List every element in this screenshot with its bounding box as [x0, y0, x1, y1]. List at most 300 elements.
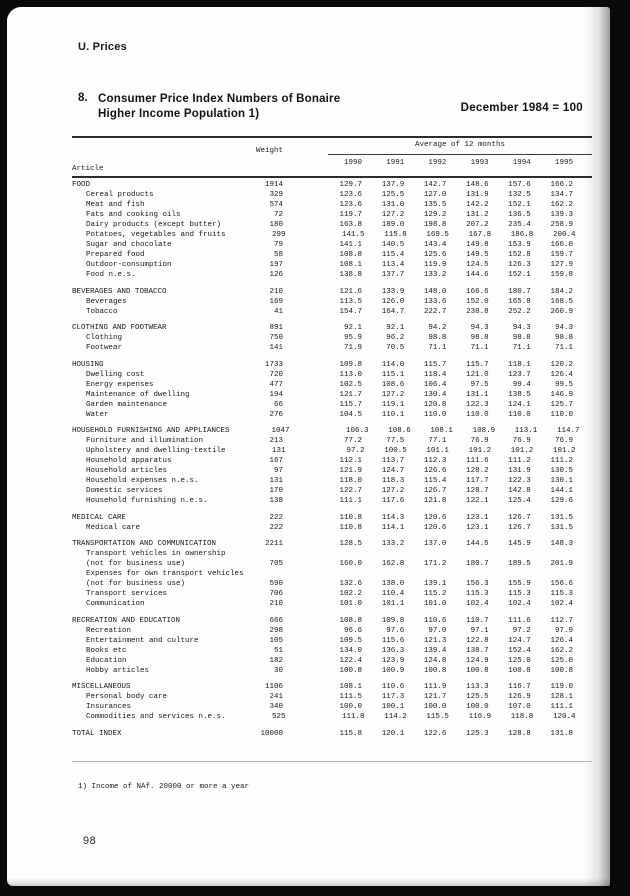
index-value-1995: 134.7: [550, 191, 573, 199]
weight-value: 666: [269, 616, 284, 625]
weight-value: 167: [269, 457, 284, 465]
index-value-1990: 138.8: [339, 271, 363, 279]
index-value-1990: 111.1: [339, 497, 363, 505]
index-value-1993: 110.0: [466, 410, 489, 419]
index-value-1993: 102.4: [466, 600, 489, 608]
table-row: [72, 380, 573, 390]
table-row: [72, 190, 573, 200]
weight-header-spacer: [223, 159, 283, 173]
index-value-1995: 100.8: [550, 666, 573, 675]
weight-value: 79: [274, 241, 284, 249]
table-row: [72, 343, 573, 353]
index-value-1993: 115.3: [466, 590, 489, 598]
year-span-header: Average of 12 months: [414, 141, 505, 149]
index-value-1994: 71.1: [512, 344, 531, 352]
section-row: [72, 287, 573, 297]
index-value-1993: 167.8: [468, 231, 492, 239]
index-value-1993: 128.7: [466, 487, 489, 495]
table-row: [72, 599, 573, 609]
index-value-1995: 126.4: [550, 636, 573, 645]
index-value-1994: 125.4: [508, 497, 531, 505]
index-value-1992: 169.5: [426, 231, 449, 239]
article-label: (not for business use): [86, 580, 186, 588]
index-value-1990: 154.7: [339, 307, 363, 316]
weight-value: [226, 549, 286, 559]
index-value-1995: 129.6: [550, 497, 573, 505]
table-row: [72, 446, 576, 456]
index-value-1994: 125.0: [508, 656, 531, 665]
index-value-1990: 111.5: [339, 693, 363, 701]
index-value-1994: 97.2: [512, 626, 531, 635]
index-value-1993: 125.3: [466, 729, 489, 738]
table-row: [72, 200, 573, 210]
index-value-1991: 117.3: [381, 693, 405, 701]
index-value-1995: 144.1: [550, 487, 573, 495]
index-value-1991: 136.3: [381, 646, 405, 655]
article-label: TRANSPORTATION AND COMMUNICATION: [72, 540, 217, 548]
index-value-1995: 94.3: [554, 324, 573, 332]
index-value-1993: 100.0: [466, 703, 489, 711]
index-value-1991: 115.1: [381, 370, 405, 379]
index-value-1990: 109.8: [339, 360, 363, 369]
index-value-1993: 108.9: [472, 427, 496, 435]
index-value-1991: 127.2: [381, 211, 405, 219]
index-value-1995: 120.4: [552, 713, 576, 721]
index-value-1990: 141.1: [339, 241, 363, 249]
index-value-1991: 113.7: [381, 457, 405, 465]
article-label: Domestic services: [86, 487, 163, 495]
article-label: Education: [86, 656, 127, 665]
index-value-1994: 113.1: [514, 427, 538, 435]
article-label: FOOD: [72, 181, 91, 189]
index-value-1993: 113.3: [466, 683, 489, 691]
index-value-1991: 115.6: [381, 636, 405, 645]
index-value-1993: 101.2: [468, 447, 492, 455]
index-value-1992: 98.8: [428, 334, 447, 342]
index-value-1992: 127.0: [423, 191, 447, 199]
table-row: [72, 476, 573, 486]
article-label: MISCELLANEOUS: [72, 683, 131, 691]
index-value-1993: 110.7: [466, 616, 489, 625]
index-value-1991: 133.9: [381, 287, 405, 296]
index-value-1992: 77.1: [428, 437, 447, 445]
section-row: [72, 323, 573, 333]
weight-value: 131: [269, 477, 284, 485]
index-value-1994: 100.8: [508, 666, 531, 675]
index-value-1990: 108.8: [339, 251, 363, 259]
article-label: Household apparatus: [86, 457, 172, 465]
index-value-1991: [383, 569, 425, 579]
index-value-1995: 159.8: [550, 271, 573, 279]
table-row: [72, 220, 573, 230]
weight-value: 213: [269, 437, 284, 445]
article-label: TOTAL INDEX: [72, 729, 122, 738]
index-value-1992: 139.1: [423, 580, 447, 588]
article-label: Meat and fish: [86, 201, 145, 209]
index-value-1992: 121.7: [423, 693, 447, 701]
index-value-1990: 101.0: [339, 600, 363, 608]
index-value-1991: 126.0: [381, 297, 405, 306]
index-value-1993: 144.6: [466, 271, 489, 279]
index-value-1993: 131.9: [466, 191, 489, 199]
weight-value: 222: [269, 513, 284, 522]
weight-value: 329: [269, 191, 284, 199]
index-value-1990: 121.7: [339, 390, 363, 399]
index-value-1991: 97.6: [386, 626, 405, 635]
index-value-1990: 97.2: [346, 447, 365, 455]
index-value-1994: 118.8: [510, 713, 534, 721]
index-value-1995: 99.5: [554, 380, 573, 389]
weight-value: 66: [274, 400, 284, 409]
index-value-1994: 101.2: [510, 447, 534, 455]
index-value-1992: 100.8: [423, 666, 447, 675]
index-value-1993: 238.8: [466, 307, 489, 316]
index-value-1991: 114.2: [384, 713, 407, 721]
index-value-1990: 108.1: [339, 261, 363, 269]
index-value-1995: 125.0: [550, 656, 573, 665]
index-value-1994: 132.5: [508, 191, 531, 199]
index-value-1991: 114.3: [381, 513, 405, 522]
table-row: [72, 370, 573, 380]
document-page: [7, 7, 610, 886]
index-value-1992: 115.2: [423, 590, 447, 598]
index-value-1994: 153.9: [508, 241, 531, 249]
index-value-1994: 252.2: [508, 307, 531, 316]
index-value-1994: 142.8: [508, 487, 531, 495]
index-value-1993: 148.6: [466, 181, 489, 189]
index-value-1994: 107.0: [508, 703, 531, 711]
article-label: Tobacco: [86, 307, 118, 316]
index-value-1995: 97.9: [554, 626, 573, 635]
index-value-1993: 123.1: [466, 523, 489, 532]
table-top-rule: [72, 136, 592, 138]
index-value-1990: 163.8: [339, 221, 363, 229]
table-body: [72, 180, 580, 739]
table-row: [72, 260, 573, 270]
footnote: 1) Income of NAf. 20000 or more a year: [78, 783, 250, 791]
index-value-1995: 98.8: [554, 334, 573, 342]
article-label: Household furnishing n.e.s.: [86, 497, 208, 505]
index-value-1990: 102.2: [339, 590, 363, 598]
index-value-1992: 119.9: [423, 261, 447, 269]
article-label: Prepared food: [86, 251, 145, 259]
index-value-1993: 124.9: [466, 656, 489, 665]
index-value-1991: 101.1: [381, 600, 405, 608]
index-value-1990: 113.5: [339, 297, 363, 306]
index-value-1991: 127.2: [381, 487, 405, 495]
index-value-1994: 126.9: [508, 693, 531, 701]
weight-value: 241: [269, 693, 284, 701]
weight-value: 525: [272, 713, 286, 721]
index-value-1991: 114.0: [381, 360, 405, 369]
index-value-1994: 124.7: [508, 636, 531, 645]
weight-value: 340: [269, 703, 284, 711]
index-value-1994: 126.7: [508, 513, 531, 522]
table-row: [72, 307, 573, 317]
index-value-1995: 111.2: [550, 457, 573, 465]
weight-value: 126: [269, 271, 284, 279]
table-row: [72, 636, 573, 646]
index-value-1995: 120.2: [550, 360, 573, 369]
article-label: Sugar and chocolate: [86, 241, 172, 249]
index-value-1991: 110.4: [381, 590, 405, 598]
table-row: [72, 549, 573, 559]
article-label: RECREATION AND EDUCATION: [72, 616, 181, 625]
table-row: [72, 646, 573, 656]
index-value-1994: 186.8: [510, 231, 534, 239]
weight-value: 590: [269, 580, 284, 588]
table-row: [72, 712, 576, 722]
index-value-1994: 126.7: [508, 523, 531, 532]
index-value-1990: 132.6: [339, 580, 363, 588]
index-value-1995: 110.0: [550, 410, 573, 419]
article-label: Transport vehicles in ownership: [86, 550, 226, 558]
section-row: [72, 360, 573, 370]
year-header-1990: 1990: [344, 159, 363, 167]
index-value-1990: 100.0: [339, 703, 363, 711]
index-value-1990: 115.7: [339, 400, 363, 409]
table-row: [72, 410, 573, 420]
index-value-1994: 111.6: [508, 616, 531, 625]
article-label: Potatoes, vegetables and fruits: [86, 231, 226, 239]
index-value-1993: 94.3: [470, 324, 489, 332]
index-value-1991: 108.6: [388, 427, 411, 435]
index-value-1991: 131.0: [381, 201, 405, 209]
index-value-1994: 102.4: [508, 600, 531, 608]
index-value-1993: 138.7: [466, 646, 489, 655]
index-value-1995: 115.3: [550, 590, 573, 598]
weight-value: 141: [269, 344, 284, 352]
index-value-1993: 156.3: [466, 580, 489, 588]
weight-value: 210: [269, 600, 284, 608]
index-value-1991: 118.3: [381, 477, 405, 485]
index-value-1991: 137.9: [381, 181, 405, 189]
article-label: Household articles: [86, 467, 168, 475]
index-value-1992: 115.7: [423, 360, 447, 369]
table-bottom-rule: [72, 761, 592, 762]
year-header-1991: 1991: [386, 159, 405, 167]
table-row: [72, 656, 573, 666]
index-value-1991: 117.6: [381, 497, 405, 505]
article-label: Garden maintenance: [86, 400, 168, 409]
table-row: [72, 240, 573, 250]
table-row: [72, 400, 573, 410]
index-value-1995: 101.2: [552, 447, 576, 455]
index-value-1993: 111.6: [466, 457, 489, 465]
index-value-1994: 99.4: [512, 380, 531, 389]
index-value-1990: 122.7: [339, 487, 363, 495]
weight-value: 180: [269, 221, 284, 229]
table-row: [72, 250, 573, 260]
article-label: Beverages: [86, 297, 127, 306]
index-value-1994: 152.8: [508, 251, 531, 259]
index-value-1994: 94.3: [512, 324, 531, 332]
index-value-1995: 71.1: [554, 344, 573, 352]
article-label: Food n.e.s.: [86, 271, 136, 279]
index-value-1995: 258.9: [550, 221, 573, 229]
index-value-1993: 131.2: [466, 211, 489, 219]
index-value-1992: 121.3: [423, 636, 447, 645]
index-value-1995: [533, 549, 575, 559]
index-value-1992: 100.0: [423, 703, 447, 711]
weight-value: [244, 569, 304, 579]
index-value-1991: 113.4: [381, 261, 405, 269]
index-value-1993: 122.1: [466, 497, 489, 505]
index-value-1991: 96.2: [386, 334, 405, 342]
index-value-1995: 127.9: [550, 261, 573, 269]
article-label: Books etc: [86, 646, 127, 655]
weight-value: 131: [272, 447, 286, 455]
index-value-1994: 145.9: [508, 540, 531, 548]
index-value-1992: 148.0: [423, 287, 447, 296]
index-value-1992: 129.2: [423, 211, 447, 219]
index-value-1993: 149.8: [466, 241, 489, 249]
weight-value: 299: [272, 231, 286, 239]
index-value-1995: 131.5: [550, 523, 573, 532]
index-value-1994: 116.7: [508, 683, 531, 691]
year-header-1993: 1993: [470, 159, 489, 167]
index-value-1994: 155.9: [508, 580, 531, 588]
page-number: 98: [83, 835, 97, 847]
index-value-1994: 138.5: [508, 390, 531, 399]
article-label: Cereal products: [86, 191, 154, 199]
index-value-1990: 121.9: [339, 467, 363, 475]
index-value-1992: 121.8: [423, 497, 447, 505]
index-value-1992: 171.2: [423, 560, 447, 568]
index-value-1993: 115.7: [466, 360, 489, 369]
index-value-1994: 152.4: [508, 646, 531, 655]
index-value-1991: 124.7: [381, 467, 405, 475]
article-label: Water: [86, 410, 109, 419]
index-value-1994: 110.0: [508, 410, 531, 419]
weight-value: 194: [269, 390, 284, 399]
index-value-1992: 122.6: [423, 729, 447, 738]
index-value-1992: 137.0: [423, 540, 447, 548]
index-value-1991: 138.0: [381, 580, 405, 588]
weight-value: 222: [269, 523, 284, 532]
index-value-1993: 166.6: [466, 287, 489, 296]
index-value-1991: 109.8: [381, 616, 405, 625]
article-label: Transport services: [86, 590, 168, 598]
index-value-1994: 115.3: [508, 590, 531, 598]
index-value-1995: 156.6: [550, 580, 573, 588]
index-value-1993: 124.5: [466, 261, 489, 269]
table-row: [72, 496, 573, 506]
article-label: Dairy products (except butter): [86, 221, 222, 229]
weight-value: 705: [269, 560, 284, 568]
table-row: [72, 456, 573, 466]
weight-value: 58: [274, 251, 284, 259]
index-value-1991: 189.0: [381, 221, 405, 229]
index-value-1995: 162.2: [550, 646, 573, 655]
index-value-1995: 128.1: [550, 693, 573, 701]
index-value-1992: 135.5: [423, 201, 447, 209]
year-span-rule: [328, 154, 592, 155]
section-row: [72, 513, 573, 523]
weight-value: 1733: [265, 360, 284, 369]
weight-value: 2211: [265, 540, 284, 548]
index-value-1995: 139.3: [550, 211, 573, 219]
index-value-1993: [449, 549, 491, 559]
index-value-1992: 97.0: [428, 626, 447, 635]
index-value-1990: 110.8: [339, 513, 363, 522]
index-value-1993: 71.1: [470, 344, 489, 352]
index-value-1994: 76.9: [512, 437, 531, 445]
index-value-1995: 131.8: [550, 729, 573, 738]
table-row: [72, 523, 573, 533]
index-value-1990: [286, 549, 365, 559]
table-row: [72, 333, 573, 343]
index-value-1992: 133.2: [423, 271, 447, 279]
index-value-1992: 143.4: [423, 241, 447, 249]
index-value-1992: 120.8: [423, 400, 447, 409]
index-value-1990: 122.4: [339, 656, 363, 665]
index-value-1992: 101.0: [423, 600, 447, 608]
weight-value: 10000: [260, 729, 284, 738]
weight-value: 51: [274, 646, 284, 655]
index-value-1992: 106.4: [423, 380, 447, 389]
index-value-1990: 113.0: [339, 370, 363, 379]
table-row: [72, 297, 573, 307]
index-value-1992: 120.6: [423, 523, 447, 532]
index-value-1990: 123.6: [339, 201, 363, 209]
weight-value: 41: [274, 307, 284, 316]
index-value-1990: 100.8: [339, 666, 363, 675]
index-value-1995: 159.7: [550, 251, 573, 259]
article-label: Recreation: [86, 626, 132, 635]
article-label: (not for business use): [86, 560, 186, 568]
index-value-1991: 110.1: [381, 410, 405, 419]
index-value-1994: 98.8: [512, 334, 531, 342]
index-value-1990: 92.1: [344, 324, 363, 332]
index-value-1993: 97.5: [470, 380, 489, 389]
index-value-1990: [304, 569, 383, 579]
index-value-1991: 140.5: [381, 241, 405, 249]
index-value-1990: 121.6: [339, 287, 363, 296]
index-value-1990: 104.5: [339, 410, 363, 419]
index-value-1991: 133.2: [381, 540, 405, 548]
index-value-1991: 100.5: [384, 447, 407, 455]
index-value-1990: 141.5: [342, 231, 365, 239]
weight-value: 891: [269, 324, 284, 332]
weight-value: 30: [274, 666, 284, 675]
article-label: HOUSING: [72, 360, 104, 369]
weight-value: 169: [269, 297, 284, 306]
index-value-1995: 102.4: [550, 600, 573, 608]
index-value-1990: 77.2: [344, 437, 363, 445]
section-row: [72, 539, 573, 549]
index-value-1995: 200.4: [552, 231, 576, 239]
article-label: BEVERAGES AND TOBACCO: [72, 287, 167, 296]
index-value-1992: 118.4: [423, 370, 447, 379]
index-value-1993: 97.1: [470, 626, 489, 635]
index-value-1995: 166.0: [550, 241, 573, 249]
table-title-line1: Consumer Price Index Numbers of Bonaire: [98, 93, 341, 105]
index-value-1990: 71.9: [344, 344, 363, 352]
index-value-1995: 76.9: [554, 437, 573, 445]
index-value-1993: 116.9: [468, 713, 492, 721]
article-label: Expenses for own transport vehicles: [86, 570, 244, 578]
weight-value: 182: [269, 656, 284, 665]
index-value-1993: 98.8: [470, 334, 489, 342]
article-label: CLOTHING AND FOOTWEAR: [72, 324, 167, 332]
table-title: [98, 92, 340, 122]
index-value-1994: [509, 569, 551, 579]
index-value-1990: 109.5: [339, 636, 363, 645]
index-value-1993: 123.1: [466, 513, 489, 522]
index-value-1993: 128.2: [466, 467, 489, 475]
index-value-1992: [407, 549, 449, 559]
